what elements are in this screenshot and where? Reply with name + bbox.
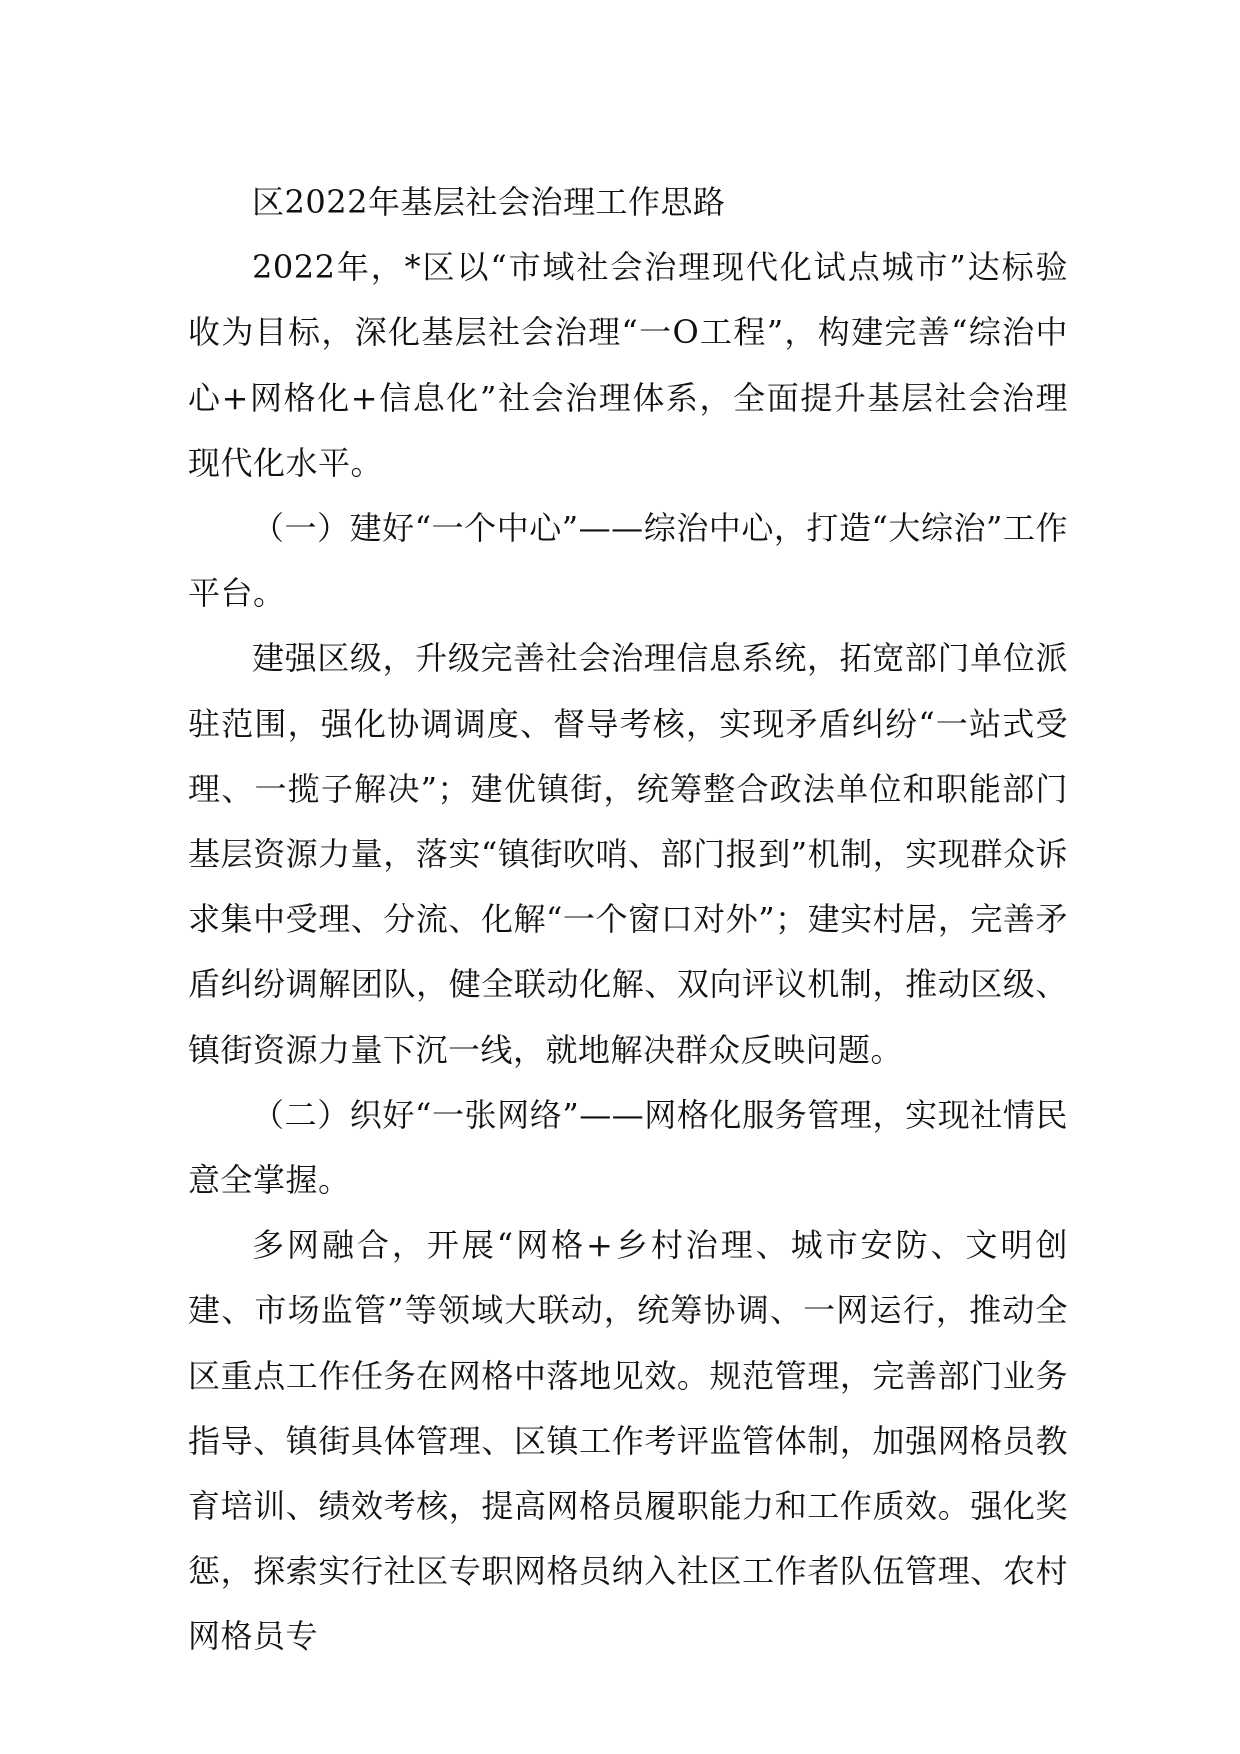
paragraph-section-1: 建强区级，升级完善社会治理信息系统，拓宽部门单位派驻范围，强化协调调度、督导考核，实现矛盾纠纷“一站式受理、一揽子解决”；建优镇街，统筹整合政法单位和职能部门基层资源力量，落实“镇街吹哨、部门报到”机制，实现群众诉求集中受理、分流、化解“一个窗口对外”；建实村居，完善矛盾纠纷调解团队，健全联动化解、双向评议机制，推动区级、镇街资源力量下沉一线，就地解决群众反映问题。 bbox=[188, 639, 1068, 1069]
section-heading-1: （一）建好“一个中心”——综治中心，打造“大综治”工作平台。 bbox=[188, 509, 1068, 613]
paragraph-intro: 2022年，*区以“市域社会治理现代化试点城市”达标验收为目标，深化基层社会治理“一O工程”，构建完善“综治中心+网格化+信息化”社会治理体系，全面提升基层社会治理现代化水平。 bbox=[188, 248, 1068, 482]
paragraph-section-2: 多网融合，开展“网格+乡村治理、城市安防、文明创建、市场监管”等领域大联动，统筹协调、一网运行，推动全区重点工作任务在网格中落地见效。规范管理，完善部门业务指导、镇街具体管理、区镇工作考评监管体制，加强网格员教育培训、绩效考核，提高网格员履职能力和工作质效。强化奖惩，探索实行社区专职网格员纳入社区工作者队伍管理、农村网格员专 bbox=[188, 1226, 1068, 1656]
section-heading-2: （二）织好“一张网络”——网格化服务管理，实现社情民意全掌握。 bbox=[188, 1095, 1068, 1200]
document-title: 区2022年基层社会治理工作思路 bbox=[252, 183, 726, 221]
document-body bbox=[188, 170, 1068, 1670]
